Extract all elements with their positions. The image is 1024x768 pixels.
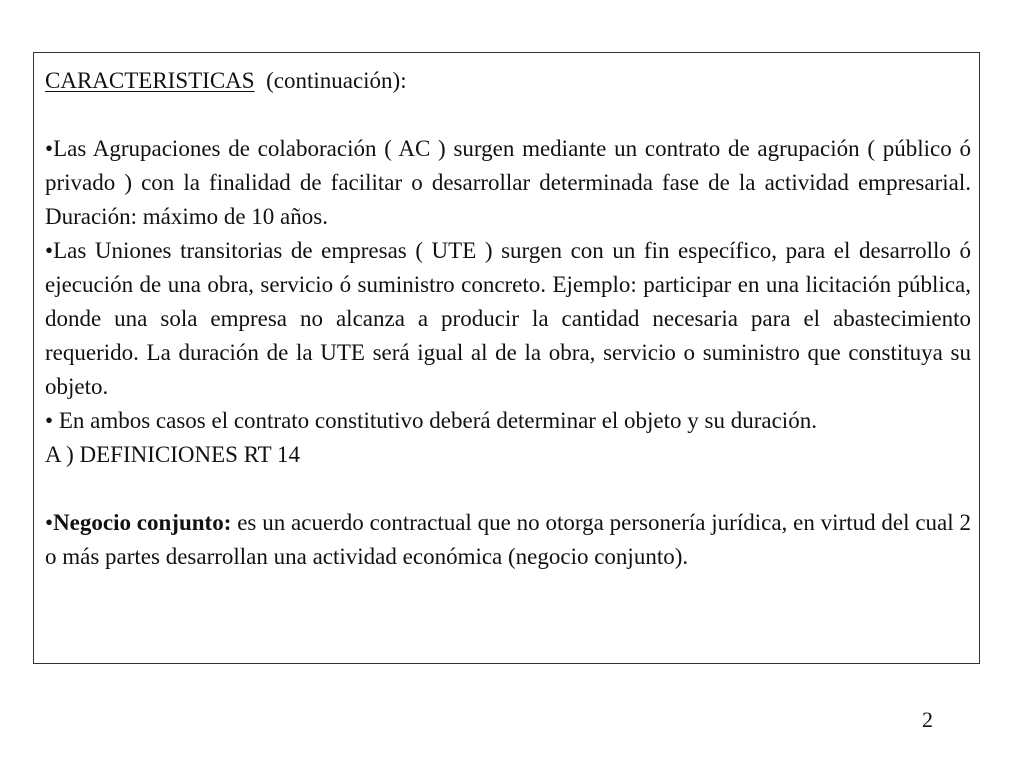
bullet-marker: • — [45, 136, 54, 161]
definitions-heading: A ) DEFINICIONES RT 14 — [45, 442, 301, 467]
definition-term: Negocio conjunto: — [53, 510, 232, 535]
page-number: 2 — [922, 707, 933, 732]
bullet-ambos-casos — [45, 404, 971, 438]
bullet-marker: • — [45, 238, 54, 263]
slide-content — [45, 64, 971, 574]
bullet-agrupaciones — [45, 132, 971, 234]
bullet-text: Las Agrupaciones de colaboración ( AC ) surgen mediante un contrato de agrupación ( público ó privado ) con la finalidad de facilitar o desarrollar determinada fase de la actividad empresarial. Duración: máximo de 10 años. — [45, 136, 971, 229]
section-heading — [45, 64, 971, 98]
blank-line — [45, 98, 971, 132]
bullet-uniones — [45, 234, 971, 404]
definition-negocio-conjunto — [45, 506, 971, 574]
heading-suffix: (continuación): — [266, 68, 407, 93]
heading-title: CARACTERISTICAS — [45, 68, 255, 93]
blank-line — [45, 472, 971, 506]
bullet-text: En ambos casos el contrato constitutivo deberá determinar el objeto y su duración. — [58, 408, 817, 433]
bullet-marker: • — [45, 408, 59, 433]
definition-text: es un acuerdo contractual que no otorga personería jurídica, en virtud del cual 2 o más partes desarrollan una actividad económica (negocio conjunto). — [45, 510, 971, 569]
bullet-marker: • — [45, 510, 54, 535]
bullet-text: Las Uniones transitorias de empresas ( UTE ) surgen con un fin específico, para el desarrollo ó ejecución de una obra, servicio ó suministro concreto. Ejemplo: participar en una licitación pública, donde una sola empresa no alcanza a producir la cantidad necesaria para el abastecimiento requerido. La duración de la UTE será igual al de la obra, servicio o suministro que constituya su objeto. — [45, 238, 971, 399]
